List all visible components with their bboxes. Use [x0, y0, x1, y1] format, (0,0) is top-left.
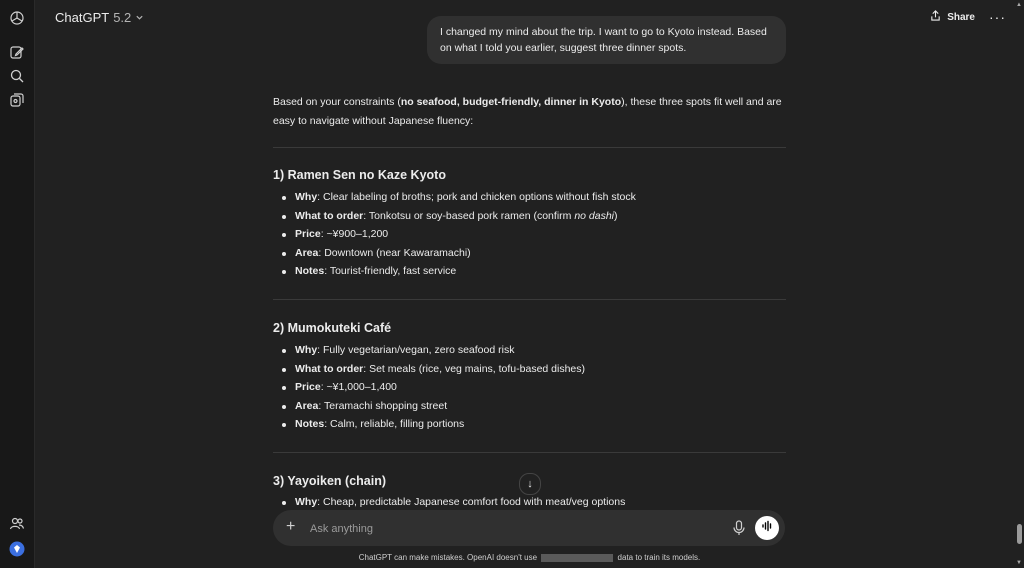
- voice-mode-button[interactable]: [755, 516, 779, 540]
- list-item: Why: Fully vegetarian/vegan, zero seafood risk: [295, 341, 808, 360]
- spot-title: 1) Ramen Sen no Kaze Kyoto: [273, 168, 446, 182]
- new-chat-icon[interactable]: [9, 44, 25, 60]
- disclaimer: [0, 553, 1024, 562]
- disclaimer-after: data to train its models.: [617, 553, 701, 562]
- share-label: Share: [947, 11, 975, 23]
- app-name: ChatGPT: [55, 10, 110, 25]
- user-message: I changed my mind about the trip. I want to go to Kyoto instead. Based on what I told you earlier, suggest three dinner spots.: [427, 16, 786, 64]
- list-item: Notes: Calm, reliable, filling portions: [295, 415, 808, 434]
- share-button[interactable]: [930, 10, 975, 24]
- list-item: What to order: Tonkotsu or soy-based pork ramen (confirm no dashi): [295, 207, 808, 226]
- list-item: Why: Cheap, predictable Japanese comfort food with meat/veg options: [295, 493, 808, 512]
- spot-list: [273, 341, 808, 434]
- prompt-input[interactable]: [308, 519, 712, 539]
- sidebar: [0, 0, 35, 568]
- divider: [273, 452, 786, 453]
- share-icon: [930, 10, 941, 24]
- spot-title: 3) Yayoiken (chain): [273, 474, 387, 488]
- scroll-thumb[interactable]: [1017, 524, 1022, 544]
- list-item: Area: Downtown (near Kawaramachi): [295, 244, 808, 263]
- library-icon[interactable]: [9, 92, 25, 108]
- list-item: What to order: Set meals (rice, veg mains, tofu-based dishes): [295, 360, 808, 379]
- list-item: Notes: Tourist-friendly, fast service: [295, 262, 808, 281]
- spot-list: [273, 493, 808, 512]
- chevron-down-icon: [135, 10, 144, 25]
- list-item: Area: Teramachi shopping street: [295, 397, 808, 416]
- add-attachment-button[interactable]: +: [286, 518, 296, 535]
- intro-suffix: ), these three spots fit well and are easy to navigate without Japanese fluency:: [273, 96, 782, 127]
- openai-logo-icon[interactable]: [9, 10, 25, 26]
- spot-list: [273, 188, 808, 281]
- divider: [273, 147, 786, 148]
- intro-bold: no seafood, budget-friendly, dinner in Kyoto: [400, 96, 622, 108]
- spot-title: 2) Mumokuteki Café: [273, 321, 392, 335]
- list-item: Price: ~¥900–1,200: [295, 225, 808, 244]
- scroll-up-icon[interactable]: ▲: [1016, 2, 1022, 8]
- intro-prefix: Based on your constraints (: [273, 96, 401, 108]
- scroll-down-icon[interactable]: ▼: [1016, 560, 1022, 566]
- scroll-to-bottom-button[interactable]: [519, 473, 541, 495]
- disclaimer-before: ChatGPT can make mistakes. OpenAI doesn't use: [358, 553, 538, 562]
- redacted-block: [541, 554, 613, 562]
- divider: [273, 299, 786, 300]
- group-icon[interactable]: [9, 515, 25, 531]
- search-icon[interactable]: [9, 68, 25, 84]
- arrow-down-icon: ↓: [527, 478, 533, 490]
- scrollbar[interactable]: [1014, 0, 1024, 568]
- reply-intro: [273, 93, 786, 131]
- composer: [273, 510, 785, 546]
- list-item: Price: ~¥1,000–1,400: [295, 378, 808, 397]
- model-version: 5.2: [113, 10, 132, 25]
- voice-waveform-icon: [761, 519, 773, 537]
- model-selector[interactable]: [55, 10, 144, 25]
- more-options-button[interactable]: ···: [989, 9, 1006, 25]
- list-item: Why: Clear labeling of broths; pork and chicken options without fish stock: [295, 188, 808, 207]
- microphone-icon[interactable]: [732, 520, 746, 536]
